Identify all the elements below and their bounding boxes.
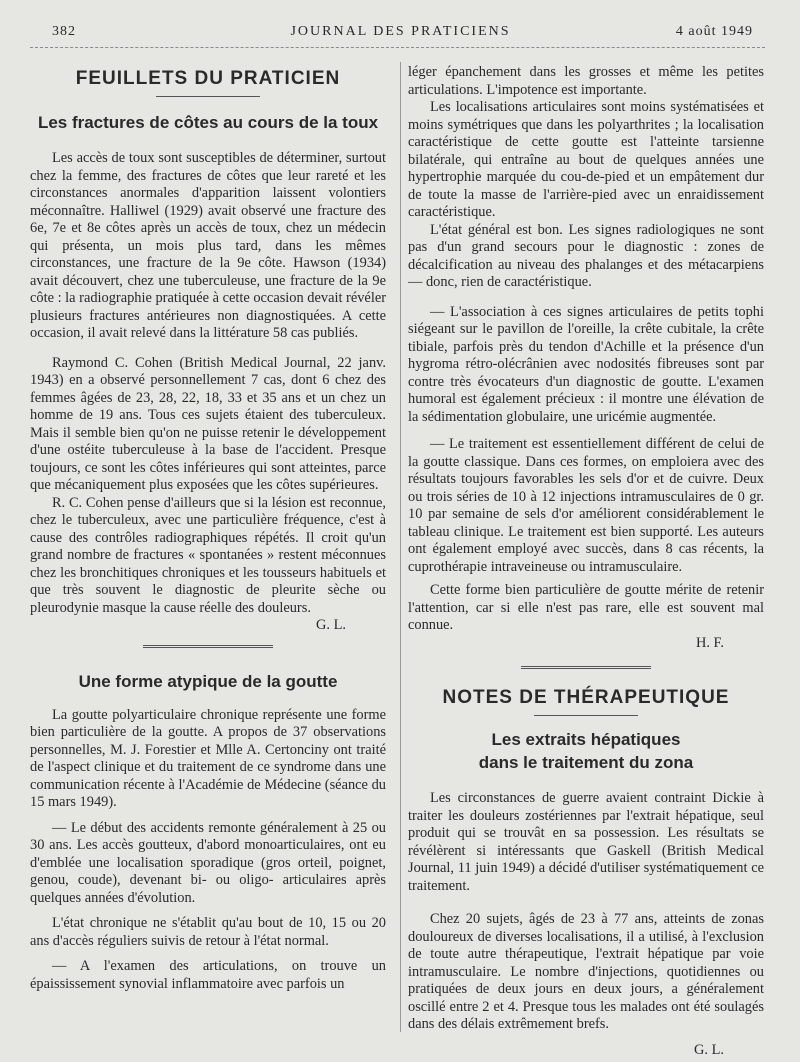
issue-date: 4 août 1949	[675, 24, 753, 39]
article-paragraph: R. C. Cohen pense d'ailleurs que si la lésion est reconnue, chez le tuberculeux, avec une particulière fréquence, c'est à cause des contrôles radiographiques répétés. Il croit qu'un grand nombre de fractures « spontanées » restent méconnues chez les bronchitiques chroniques et les tousseurs habituels et que très souvent le diagnostic de pleurite sèche ou pleurodynie masque la cause réelle des douleurs.	[30, 494, 386, 616]
article-paragraph: Les accès de toux sont susceptibles de déterminer, surtout chez la femme, des fractures de côtes que leur rareté et les circonstances anormales d'apparition laissent volontiers méconnaître. Halliwel (1929) avait observé une fracture des 6e, 7e et 8e côtes après un accès de toux, chez un médecin qui présenta, un mois plus tard, dans les mêmes circonstances, une fracture de la 9e côte. Hawson (1934) avait découvert, chez une tuberculeuse, une fracture de la 9e côte : la radiographie pratiquée à cette occasion devait révéler plusieurs fractures antérieures non diagnostiquées. A cette occasion, il avait relevé dans la littérature 58 cas publiés.	[30, 150, 386, 341]
journal-name: JOURNAL DES PRATICIENS	[290, 24, 511, 39]
article-signature: H. F.	[695, 634, 724, 651]
article-paragraph: Raymond C. Cohen (British Medical Journal, 22 janv. 1943) en a observé personnellement 7 cas, dont 6 chez des femmes âgées de 23, 28, 22, 18, 33 et 35 ans et un chez un homme de 19 ans. Tous ces sujets étaient des tuberculeux. Mais il semble bien qu'on ne puisse retenir le développement d'une ostéite tuberculeuse à la base de l'accident. Presque toujours, ce sont les côtes inférieures qui sont atteintes, parce que mécaniquement plus exposées que les côtes supérieures.	[30, 354, 386, 493]
article-paragraph: Les circonstances de guerre avaient contraint Dickie à traiter les douleurs zostériennes par l'extrait hépatique, seul produit qui se trouvât en sa possession. Les résultats se révélèrent si intéressants que Gaskell (British Medical Journal, 11 juin 1949) a décidé d'utiliser systématiquement ce traitement.	[408, 790, 764, 894]
section-title-therapeutique: NOTES DE THÉRAPEUTIQUE	[442, 687, 730, 708]
running-head	[48, 24, 753, 46]
article-paragraph: léger épanchement dans les grosses et même les petites articulations. L'impotence est importante.	[408, 64, 764, 98]
article-title-goutte: Une forme atypique de la goutte	[78, 671, 338, 691]
header-rule	[30, 47, 765, 48]
article-paragraph: Les localisations articulaires sont moins systématisées et moins symétriques que dans les polyarthrites ; la localisation caractéristique de cette goutte est l'atteinte tarsienne bilatérale, qui entraîne au bout de quelques années une hypertrophie marquée du cou-de-pied et un empâtement dur de toute la masse de l'arrière-pied avec un enraidissement caractéristique.	[408, 99, 764, 220]
article-paragraph: — A l'examen des articulations, on trouve un épaississement synovial inflammatoire avec parfois un	[30, 958, 386, 992]
article-paragraph: — Le traitement est essentiellement différent de celui de la goutte classique. Dans ces formes, on emploiera avec des résultats toujours favorables les sels d'or et de cuivre. Deux ou trois séries de 10 à 12 injections intramusculaires de 0 gr. 10 par semaine de sels d'or améliorent considérablement le tableau clinique. Le traitement est bien supporté. Les auteurs ont également employé avec succès, dans 8 cas récents, la cuprothérapie intraveineuse ou intramusculaire.	[408, 436, 764, 575]
article-paragraph: — Le début des accidents remonte généralement à 25 ou 30 ans. Les accès goutteux, d'abord monoarticulaires, ont eu d'emblée une localisation sporadique (gros orteil, poignet, genou, coude), devenant bi- ou oligo- articulaires après quelques années d'évolution.	[30, 819, 386, 906]
article-signature: G. L.	[694, 1041, 724, 1058]
article-signature: G. L.	[316, 617, 346, 633]
section-title-feuillets: FEUILLETS DU PRATICIEN	[75, 68, 341, 89]
article-paragraph: Chez 20 sujets, âgés de 23 à 77 ans, atteints de zonas douloureux de diverses localisations, il a utilisé, à l'exclusion de toute autre thérapeutique, l'extrait hépatique par voie intramusculaire. Le nombre d'injections, quotidiennes ou pratiquées de deux jours en deux jours, a généralement oscillé entre 2 et 4. Presque tous les malades ont été soulagés dans des délais extrêmement brefs.	[408, 911, 764, 1032]
article-paragraph: La goutte polyarticulaire chronique représente une forme bien particulière de la goutte. A propos de 37 observations personnelles, M. J. Forestier et Mlle A. Certonciny ont traité de l'aspect clinique et du traitement de ce syndrome dans une communication récente à l'Académie de Médecine (séance du 15 mars 1949).	[30, 706, 386, 810]
page-number: 382	[52, 24, 76, 39]
article-paragraph: — L'association à ces signes articulaires de petits tophi siégeant sur le pavillon de l'oreille, la crête cubitale, la crête tibiale, parfois près du tendon d'Achille et la présence d'un hygroma rétro-olécrânien avec nodosités fibreuses sont par contre très évocateurs d'un diagnostic de goutte. L'examen humoral est également précieux : il montre une élévation de la sédimentation globulaire, une uricémie augmentée.	[408, 303, 764, 425]
article-title-extraits-line1: Les extraits hépatiques	[491, 730, 681, 749]
article-paragraph: L'état général est bon. Les signes radiologiques ne sont pas d'un grand secours pour le diagnostic : zones de décalcification au niveau des phalanges et des métacarpiens — donc, rien de caractéristique.	[408, 221, 764, 290]
right-column	[408, 64, 764, 1059]
article-paragraph: Cette forme bien particulière de goutte mérite de retenir l'attention, car si elle n'est pas rare, elle est souvent mal connue.	[408, 582, 764, 633]
column-divider	[400, 62, 401, 1032]
article-title-extraits-line2: dans le traitement du zona	[478, 753, 694, 772]
left-column	[30, 64, 386, 993]
article-paragraph: L'état chronique ne s'établit qu'au bout de 10, 15 ou 20 ans d'accès réguliers suivis de retour à l'état normal.	[30, 915, 386, 949]
article-title-fractures: Les fractures de côtes au cours de la toux	[37, 113, 379, 132]
